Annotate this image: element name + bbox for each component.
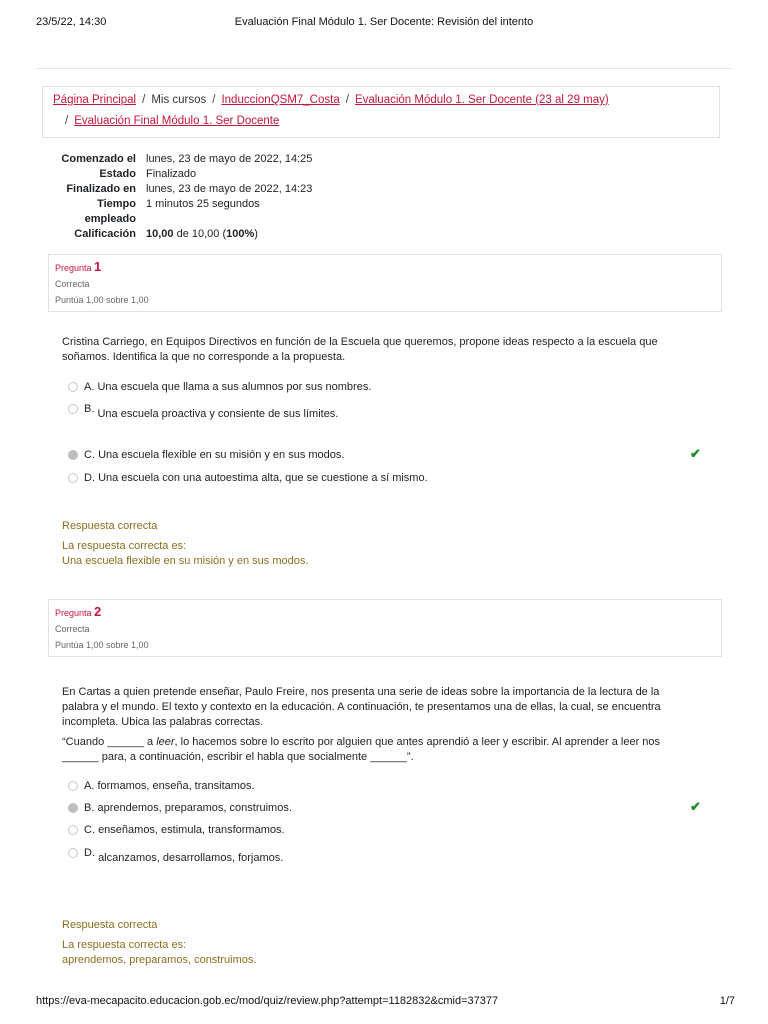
breadcrumb-separator: / xyxy=(142,94,146,106)
radio-button[interactable] xyxy=(68,781,78,791)
attempt-summary xyxy=(50,152,312,242)
grade-max: de 10,00 ( xyxy=(173,228,227,240)
summary-value: 1 minutos 25 segundos xyxy=(146,198,260,210)
breadcrumb-item-my-courses: Mis cursos xyxy=(151,94,207,106)
grade-score: 10,00 xyxy=(146,228,174,240)
summary-label: Tiempo empleado xyxy=(84,198,136,225)
print-title: Evaluación Final Módulo 1. Ser Docente: Revisión del intento xyxy=(234,16,534,28)
grade-close: ) xyxy=(254,228,258,240)
answer-option-1b[interactable]: B. Una escuela proactiva y consiente de sus límites. xyxy=(68,402,338,416)
feedback-answer-2: aprendemos, preparamos, construimos. xyxy=(62,954,257,966)
summary-value xyxy=(146,227,312,242)
question-info-2 xyxy=(48,599,722,657)
divider xyxy=(36,68,732,69)
grade-percent: 100% xyxy=(226,228,255,240)
print-header xyxy=(0,16,768,32)
summary-row-started xyxy=(50,152,312,167)
summary-row-grade xyxy=(50,227,312,242)
feedback-label-1: La respuesta correcta es: xyxy=(62,540,187,552)
summary-row-finished xyxy=(50,182,312,197)
answer-option-1d[interactable]: D. Una escuela con una autoestima alta, que se cuestione a sí mismo. xyxy=(68,471,428,485)
answer-option-2c[interactable]: C. enseñamos, estimula, transformamos. xyxy=(68,823,285,837)
answer-option-1c[interactable]: C. Una escuela flexible en su misión y en sus modos. xyxy=(68,448,344,462)
breadcrumb-link-quiz[interactable]: Evaluación Final Módulo 1. Ser Docente xyxy=(74,115,280,127)
question-text-2: En Cartas a quien pretende enseñar, Paulo Freire, nos presenta una serie de ideas sobre la importancia de la lectura de la palabra y el mundo. El texto y contexto en la educación. A continuación, te presentamos una de ellas, la cual, se encuentra incompleta. Ubica las palabras correctas. xyxy=(62,686,661,728)
answer-option-1a[interactable]: A. Una escuela que llama a sus alumnos por sus nombres. xyxy=(68,380,371,394)
feedback-label-2: La respuesta correcta es: xyxy=(62,939,187,951)
answer-option-2b[interactable]: B. aprendemos, preparamos, construimos. xyxy=(68,801,292,815)
check-icon: ✔ xyxy=(690,799,701,814)
feedback-title-1: Respuesta correcta xyxy=(62,520,158,532)
summary-row-time-taken xyxy=(50,197,312,227)
check-icon: ✔ xyxy=(690,446,701,461)
breadcrumb-separator: / xyxy=(65,115,69,127)
breadcrumb-separator: / xyxy=(212,94,216,106)
question-quote-2: “Cuando ______ a leer, lo hacemos sobre lo escrito por alguien que antes aprendió a leer y escribir. Al aprender a leer nos ______ para, a continuación, escribir el habla que socialmente ______”. xyxy=(62,736,661,763)
radio-button[interactable] xyxy=(68,404,78,414)
question-state: Correcta xyxy=(55,624,90,634)
breadcrumb-link-course[interactable]: InduccionQSM7_Costa xyxy=(221,94,340,106)
print-url: https://eva-mecapacito.educacion.gob.ec/mod/quiz/review.php?attempt=1182832&cmid=37377 xyxy=(36,995,499,1007)
feedback-title-2: Respuesta correcta xyxy=(62,919,158,931)
feedback-answer-1: Una escuela flexible en su misión y en sus modos. xyxy=(62,555,309,567)
breadcrumb xyxy=(42,86,720,138)
summary-value: Finalizado xyxy=(146,168,197,180)
question-info-1 xyxy=(48,254,722,312)
radio-button[interactable] xyxy=(68,848,78,858)
summary-label: Comenzado el xyxy=(61,153,136,165)
summary-label: Calificación xyxy=(74,228,136,240)
question-state: Correcta xyxy=(55,279,90,289)
question-number: Pregunta 1 xyxy=(55,259,102,274)
question-grade: Puntúa 1,00 sobre 1,00 xyxy=(55,640,149,650)
answer-option-2a[interactable]: A. formamos, enseña, transitamos. xyxy=(68,779,255,793)
summary-row-state xyxy=(50,167,312,182)
summary-value: lunes, 23 de mayo de 2022, 14:25 xyxy=(146,153,313,165)
radio-button[interactable] xyxy=(68,382,78,392)
answer-option-2d[interactable]: D. alcanzamos, desarrollamos, forjamos. xyxy=(68,846,283,860)
breadcrumb-link-module[interactable]: Evaluación Módulo 1. Ser Docente (23 al 29 may) xyxy=(354,94,609,106)
radio-button-selected[interactable] xyxy=(68,803,78,813)
question-text-1: Cristina Carriego, en Equipos Directivos en función de la Escuela que queremos, propone ideas respecto a la escuela que soñamos. Identifica la que no corresponde a la propuesta. xyxy=(62,336,658,363)
summary-label: Finalizado en xyxy=(66,183,136,195)
breadcrumb-separator: / xyxy=(345,94,349,106)
print-footer xyxy=(0,995,768,1011)
summary-label: Estado xyxy=(99,168,136,180)
radio-button[interactable] xyxy=(68,825,78,835)
radio-button[interactable] xyxy=(68,473,78,483)
print-datetime: 23/5/22, 14:30 xyxy=(36,16,107,28)
summary-value: lunes, 23 de mayo de 2022, 14:23 xyxy=(146,183,313,195)
breadcrumb-link-home[interactable]: Página Principal xyxy=(53,94,137,106)
page-number: 1/7 xyxy=(719,995,735,1007)
question-number: Pregunta 2 xyxy=(55,604,102,619)
question-grade: Puntúa 1,00 sobre 1,00 xyxy=(55,295,149,305)
radio-button-selected[interactable] xyxy=(68,450,78,460)
